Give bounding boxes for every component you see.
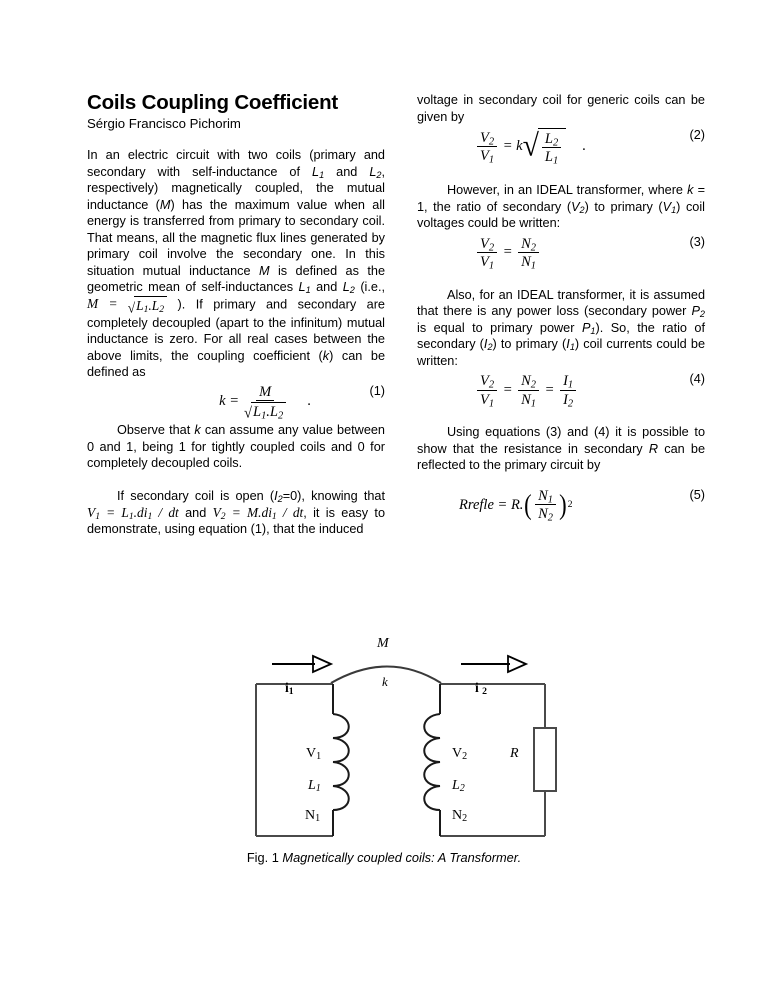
left-paren: ( [524, 488, 533, 521]
paragraph-intro [87, 147, 385, 381]
sqrt-group: √ $L_1.L_2$ [128, 296, 167, 315]
figure-label-V2: $V_2$ [452, 746, 468, 763]
page-title: Coils Coupling Coefficient [87, 91, 339, 114]
text-run: (i.e., [354, 280, 386, 295]
radical-icon: √ [522, 129, 539, 163]
primary-current-arrowhead [313, 656, 331, 672]
symbol-L2-b: $L_2$ [342, 280, 355, 296]
symbol-R: R [648, 441, 659, 456]
paragraph-power-loss [417, 287, 705, 370]
text-run: ) has the maximum value when all energy is transferred from primary to secondary coil. That means, all the magnetic flux lines generated by primary coil involve the secondary one. In this situation mutual inductance [87, 197, 385, 278]
text-run: However, in an IDEAL transformer, where [447, 183, 688, 198]
inline-equation-V2: $V_2 = M.di_1$ / dt [212, 504, 304, 522]
figure-label-V1: $V_1$ [306, 746, 322, 763]
paragraph-voltage-generic: voltage in secondary coil for generic coils can be given by [417, 93, 705, 124]
text-run: If secondary coil is open ( [117, 489, 275, 504]
primary-coil-winding [333, 714, 349, 810]
load-resistor [534, 728, 556, 791]
equation-3 [417, 235, 705, 270]
text-run: = 1, the ratio of secondary ( [417, 183, 705, 214]
symbol-k: k [322, 348, 330, 363]
paragraph-reflected-resistance [417, 424, 705, 474]
symbol-M-2: M [258, 263, 270, 278]
equation-2 [417, 128, 705, 165]
equation-4-number: (4) [689, 372, 705, 387]
right-paren: ) [559, 488, 567, 521]
symbol-L2: $L_2$ [369, 164, 382, 180]
equation-1-number: (1) [369, 383, 385, 398]
text-run: , it is easy to demonstrate, using equation (1), that the induced [87, 505, 385, 537]
symbol-k-3: k [687, 183, 694, 198]
radical-icon: √ [127, 299, 136, 316]
symbol-k-2: k [194, 423, 201, 438]
text-run: =0), knowing that [282, 489, 385, 504]
figure-label-M: M [377, 636, 389, 651]
symbol-M: M [159, 197, 171, 212]
text-run: Observe that [117, 423, 195, 438]
paragraph-observe [87, 422, 385, 472]
text-run: ) to primary ( [584, 199, 663, 214]
author-name: Sérgio Francisco Pichorim [87, 115, 241, 131]
secondary-coil-winding [424, 714, 440, 810]
fraction-V2-V1: $\frac{V_2}{V_1}$ [477, 236, 497, 270]
equation-4-expression: $\frac{V_2}{V_1}$ = $\frac{N_2}{N_1}$ = $\frac{I_1}{I_2}$ [417, 373, 578, 407]
figure-caption-prefix: Fig. 1 [246, 850, 283, 865]
figure-1 [0, 628, 768, 908]
right-column [417, 92, 705, 524]
equation-1 [87, 384, 385, 420]
figure-label-k: k [382, 674, 388, 689]
text-run: ) can be defined as [87, 348, 386, 380]
text-run: and [324, 164, 370, 179]
fraction-N1-N2: $\frac{N_1}{N_2}$ [535, 488, 556, 522]
equation-5 [417, 488, 705, 522]
inline-equation-V1: $V_1 = L_1.di_1$ / dt [87, 504, 179, 522]
figure-caption [0, 850, 768, 865]
left-column [87, 92, 385, 538]
radical-icon: √ [244, 404, 252, 422]
figure-label-i1: $i_1$ [285, 680, 294, 698]
symbol-I2-b: $I_2$ [483, 337, 493, 353]
fraction-V2-V1: $\frac{V_2}{V_1}$ [477, 373, 497, 407]
transformer-circuit-diagram [0, 628, 768, 858]
paragraph-ideal-transformer [417, 182, 705, 232]
text-run: can be reflected to the primary circuit by [417, 441, 705, 473]
symbol-I2: $I_2$ [274, 489, 283, 505]
text-run: is equal to primary power [417, 320, 582, 335]
sqrt-group: √ $L_1.L_2$ [244, 402, 286, 420]
inline-equation-mutual-inductance: M = √ $L_1.L_2$ [87, 296, 167, 311]
equation-2-number: (2) [689, 128, 705, 143]
figure-label-N1: $N_1$ [305, 808, 321, 825]
text-run: ) coil voltages could be written: [417, 199, 705, 231]
symbol-I1: $I_1$ [566, 337, 575, 353]
text-run: ). So, the ratio of secondary ( [417, 320, 706, 352]
symbol-P1: $P_1$ [581, 320, 596, 336]
paragraph-open-secondary [87, 488, 385, 538]
text-run: ). If primary and secondary are completely decoupled (apart to the infinitum) mutual inductance is zero. For all real cases between the above limits, the coupling coefficient ( [87, 297, 385, 363]
fraction-N2-N1: $\frac{N_2}{N_1}$ [518, 373, 539, 407]
fraction: M √ $L_1.L_2$ [241, 384, 289, 420]
sqrt-group [523, 128, 567, 165]
text-run: ) coil currents could be written: [417, 337, 705, 368]
equation-5-number: (5) [689, 488, 705, 503]
fraction-L2-L1: $\frac{L_2}{L_1}$ [542, 131, 561, 165]
symbol-V2: $V_2$ [571, 199, 585, 215]
two-column-body [87, 92, 705, 652]
figure-label-R: R [510, 746, 519, 761]
text-run: In an electric circuit with two coils (primary and secondary with self-inductance of [87, 148, 385, 179]
equation-3-number: (3) [689, 234, 705, 249]
text-run: , respectively) magnetically coupled, the mutual inductance ( [87, 164, 385, 212]
equation-1-expression: k = M √ $L_1.L_2$ . [219, 383, 311, 422]
equation-2-expression: $\frac{V_2}{V_1}$ = k √ $\frac{L_2}{L_1}$ . [417, 128, 586, 165]
text-run: Using equations (3) and (4) it is possible to show that the resistance in secondary [417, 425, 705, 456]
text-run: can assume any value between 0 and 1, being 1 for tightly coupled coils and 0 for completely decoupled coils. [87, 423, 385, 471]
figure-label-L2: $L_2$ [452, 778, 465, 795]
figure-label-L1: $L_1$ [308, 778, 321, 795]
text-run: ) to primary ( [492, 337, 567, 352]
text-run: and [178, 505, 213, 520]
equation-5-expression: Rrefle = R . ( $\frac{N_1}{N_2}$ ) 2 [459, 488, 573, 524]
figure-label-N2: $N_2$ [452, 808, 468, 825]
text-run: and [310, 280, 343, 295]
symbol-L1-b: $L_1$ [298, 280, 311, 296]
text-run: is defined as the geometric mean of self-inductances [87, 263, 386, 295]
fraction-V2-V1: $\frac{V_2}{V_1}$ [477, 130, 497, 164]
symbol-L1: $L_1$ [312, 164, 325, 180]
figure-caption-text: Magnetically coupled coils: A Transformer. [282, 850, 522, 865]
text-run: Also, for an IDEAL transformer, it is assumed that there is any power loss (secondary power [417, 287, 705, 319]
symbol-P2: $P_2$ [691, 304, 705, 320]
fraction-I1-I2: $\frac{I_1}{I_2}$ [560, 373, 576, 407]
secondary-current-arrowhead [508, 656, 526, 672]
figure-label-i2: i $_2$ [475, 680, 487, 698]
equation-4 [417, 372, 705, 407]
symbol-V1: $V_1$ [662, 199, 677, 215]
equation-3-expression: $\frac{V_2}{V_1}$ = $\frac{N_2}{N_1}$ [417, 236, 541, 270]
fraction-N2-N1: $\frac{N_2}{N_1}$ [518, 236, 539, 270]
